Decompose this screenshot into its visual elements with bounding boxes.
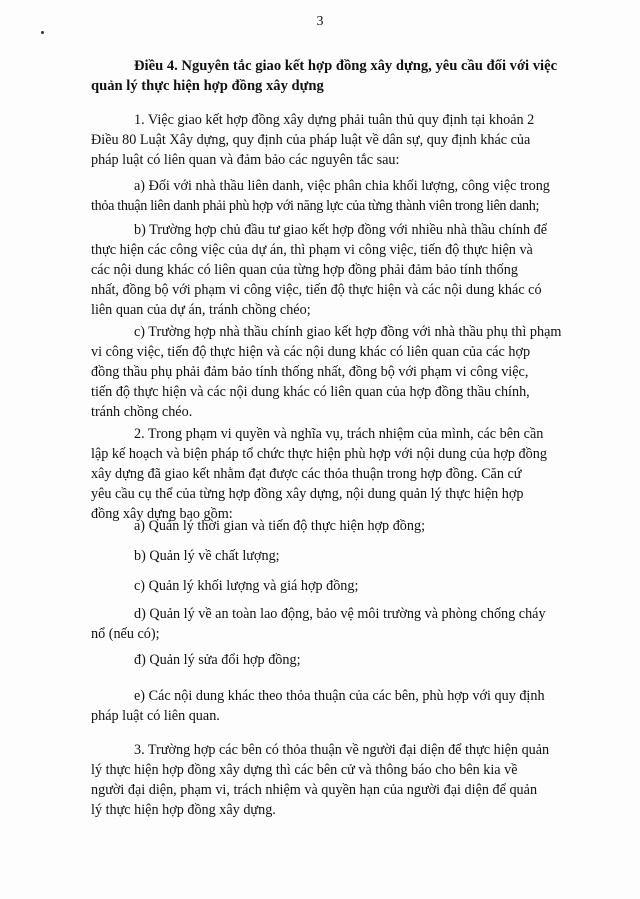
clause-2-line: xây dựng đã giao kết nhằm đạt được các thỏa thuận trong hợp đồng. Căn cứ bbox=[91, 466, 522, 482]
clause-1b bbox=[91, 220, 586, 320]
clause-3 bbox=[91, 740, 586, 820]
clause-1c-line: vi công việc, tiến độ thực hiện và các nội dung khác có liên quan của các hợp bbox=[91, 344, 531, 360]
clause-2b bbox=[91, 546, 586, 566]
clause-2a bbox=[91, 516, 586, 536]
clause-1b-line: liên quan của dự án, tránh chồng chéo; bbox=[91, 302, 311, 318]
clause-1b-line: thực hiện các công việc của dự án, thì phạm vi công việc, tiến độ thực hiện và bbox=[91, 242, 533, 258]
clause-2e bbox=[91, 686, 586, 726]
clause-2d-line: d) Quản lý về an toàn lao động, bảo vệ môi trường và phòng chống cháy bbox=[134, 606, 546, 622]
clause-2 bbox=[91, 424, 586, 524]
clause-1-line: pháp luật có liên quan và đảm bảo các nguyên tắc sau: bbox=[91, 152, 400, 168]
clause-2d bbox=[91, 604, 586, 644]
clause-2d-line: nổ (nếu có); bbox=[91, 626, 160, 642]
clause-3-line: lý thực hiện hợp đồng xây dựng thì các bên cử và thông báo cho bên kia về bbox=[91, 762, 518, 778]
clause-3-line: người đại diện, phạm vi, trách nhiệm và quyền hạn của người đại diện để quản bbox=[91, 782, 538, 798]
clause-2e-line: pháp luật có liên quan. bbox=[91, 708, 220, 724]
clause-1c bbox=[91, 322, 586, 422]
clause-1a-line: a) Đối với nhà thầu liên danh, việc phân chia khối lượng, công việc trong bbox=[134, 178, 550, 194]
clause-2a-line: a) Quản lý thời gian và tiến độ thực hiện hợp đồng; bbox=[134, 518, 426, 534]
clause-3-line: 3. Trường hợp các bên có thỏa thuận về người đại diện để thực hiện quản bbox=[134, 742, 550, 758]
clause-2b-line: b) Quản lý về chất lượng; bbox=[134, 548, 280, 564]
clause-2c-line: c) Quản lý khối lượng và giá hợp đồng; bbox=[134, 578, 359, 594]
clause-2-line: 2. Trong phạm vi quyền và nghĩa vụ, trách nhiệm của mình, các bên cần bbox=[134, 426, 544, 442]
clause-2dd-line: đ) Quản lý sửa đổi hợp đồng; bbox=[134, 652, 301, 668]
article-4-heading bbox=[91, 56, 591, 96]
clause-2-line: yêu cầu cụ thể của từng hợp đồng xây dựng, nội dung quản lý thực hiện hợp bbox=[91, 486, 524, 502]
clause-1a-line: thỏa thuận liên danh phải phù hợp với năng lực của từng thành viên trong liên danh; bbox=[91, 198, 540, 214]
clause-1b-line: b) Trường hợp chủ đầu tư giao kết hợp đồng với nhiều nhà thầu chính để bbox=[134, 222, 548, 238]
clause-1a bbox=[91, 176, 586, 216]
clause-2dd bbox=[91, 650, 586, 670]
scan-speck bbox=[41, 31, 44, 34]
clause-1c-line: tiến độ thực hiện và các nội dung khác có liên quan của hợp đồng thầu chính, bbox=[91, 384, 530, 400]
page-number: 3 bbox=[316, 14, 324, 29]
clause-2-line: lập kế hoạch và biện pháp tổ chức thực hiện phù hợp với nội dung của hợp đồng bbox=[91, 446, 547, 462]
clause-2e-line: e) Các nội dung khác theo thỏa thuận của các bên, phù hợp với quy định bbox=[134, 688, 545, 704]
clause-1b-line: các nội dung khác có liên quan của từng hợp đồng phải đảm bảo tính thống bbox=[91, 262, 518, 278]
article-heading-line-1: Điều 4. Nguyên tắc giao kết hợp đồng xây dựng, yêu cầu đối với việc bbox=[134, 58, 558, 74]
clause-1-line: Điều 80 Luật Xây dựng, quy định của pháp luật về dân sự, quy định khác của bbox=[91, 132, 531, 148]
clause-1c-line: tránh chồng chéo. bbox=[91, 404, 193, 420]
clause-1c-line: c) Trường hợp nhà thầu chính giao kết hợp đồng với nhà thầu phụ thì phạm bbox=[134, 324, 562, 340]
clause-1b-line: nhất, đồng bộ với phạm vi công việc, tiến độ thực hiện và các nội dung khác có bbox=[91, 282, 542, 298]
clause-2-line: đồng xây dựng bao gồm: bbox=[91, 506, 233, 522]
clause-3-line: lý thực hiện hợp đồng xây dựng. bbox=[91, 802, 276, 818]
clause-1 bbox=[91, 110, 586, 170]
article-heading-line-2: quản lý thực hiện hợp đồng xây dựng bbox=[91, 78, 324, 94]
clause-2c bbox=[91, 576, 586, 596]
clause-1c-line: đồng thầu phụ phải đảm bảo tính thống nhất, đồng bộ với phạm vi công việc, bbox=[91, 364, 529, 380]
clause-1-line: 1. Việc giao kết hợp đồng xây dựng phải tuân thủ quy định tại khoản 2 bbox=[134, 112, 535, 128]
